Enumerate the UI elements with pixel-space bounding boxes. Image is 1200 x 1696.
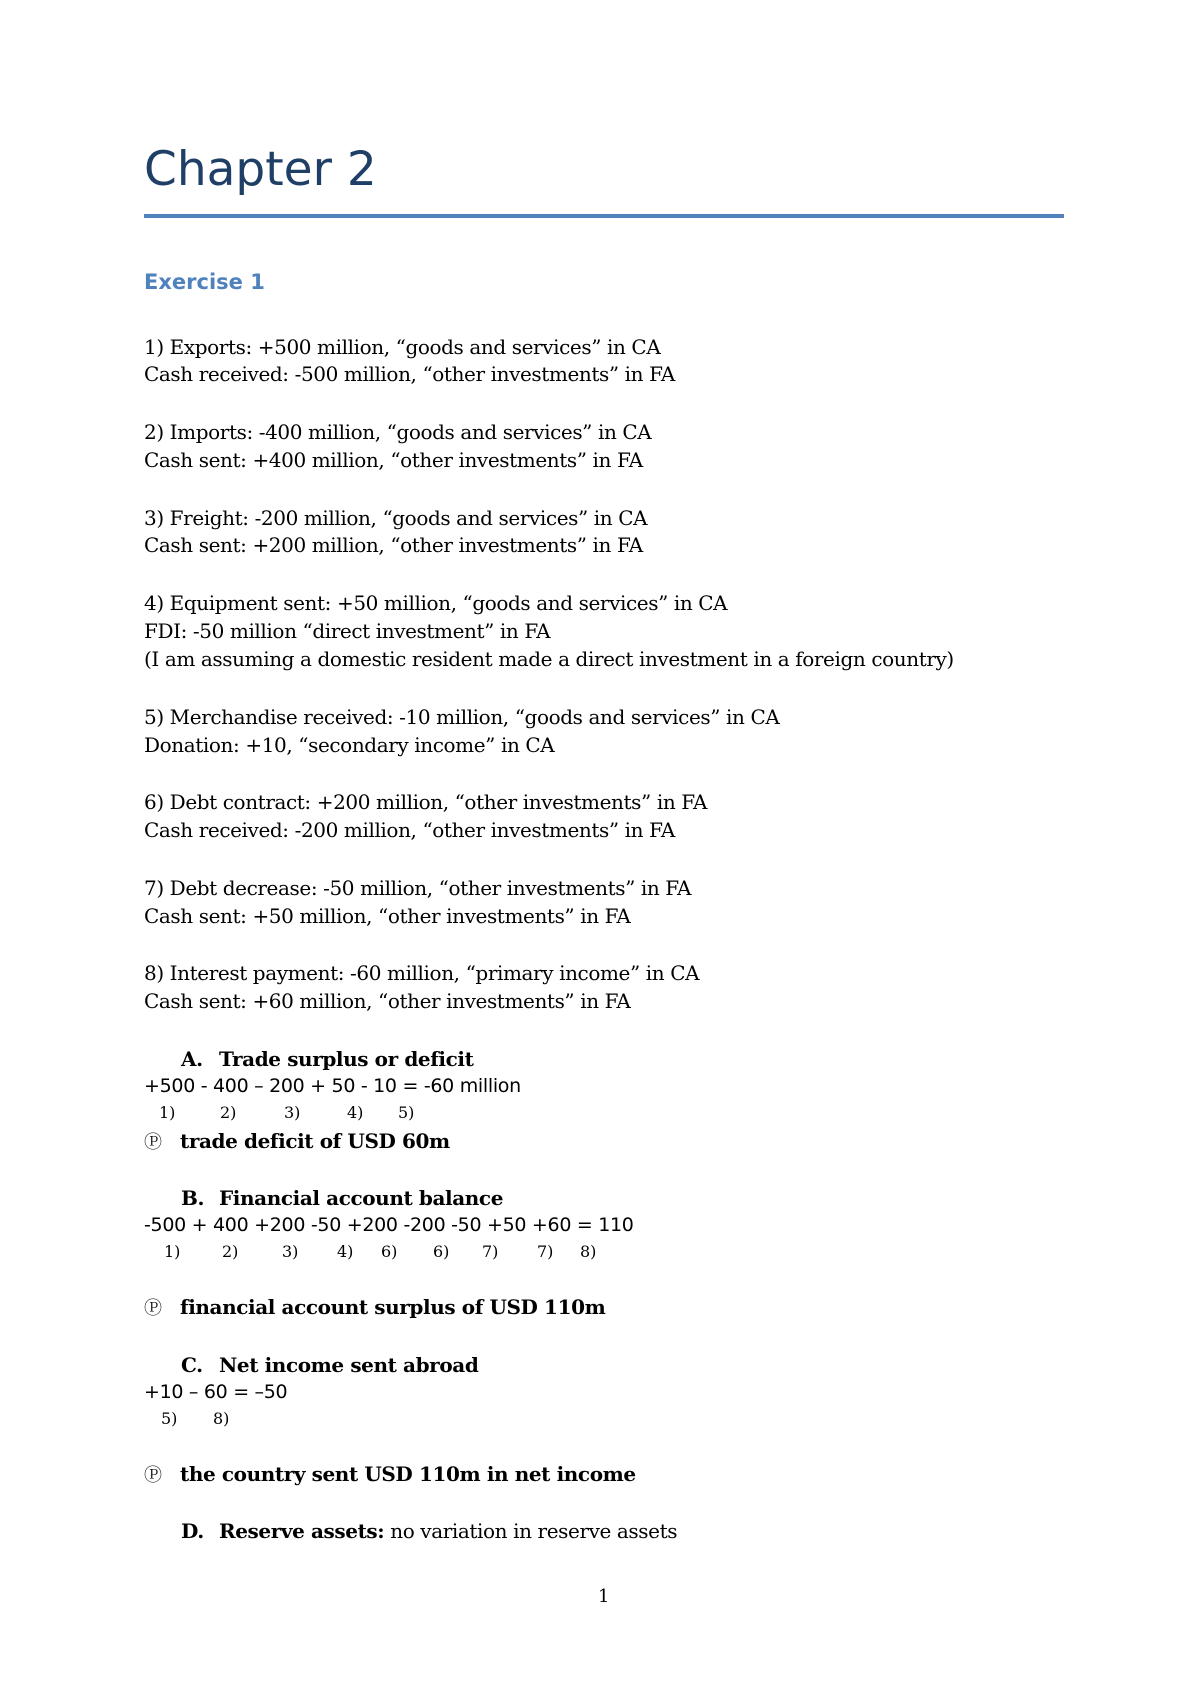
index-label: 2) [220, 1103, 237, 1122]
implies-icon: Ⓟ [144, 1132, 162, 1153]
index-label: 5) [161, 1409, 178, 1428]
section-d-text: no variation in reserve assets [384, 1519, 678, 1543]
implies-icon: Ⓟ [144, 1298, 162, 1319]
index-label: 6) [433, 1242, 450, 1261]
item-line: Cash sent: +200 million, “other investments” in FA [144, 533, 643, 557]
item-line: 6) Debt contract: +200 million, “other investments” in FA [144, 790, 708, 814]
index-label: 8) [213, 1409, 230, 1428]
item-line: Donation: +10, “secondary income” in CA [144, 733, 555, 757]
item-line: 3) Freight: -200 million, “goods and services” in CA [144, 506, 648, 530]
item-line: 8) Interest payment: -60 million, “primary income” in CA [144, 961, 700, 985]
conclusion-text: trade deficit of USD 60m [180, 1129, 450, 1153]
item-line: 1) Exports: +500 million, “goods and services” in CA [144, 335, 661, 359]
section-letter: B. [181, 1186, 205, 1210]
section-a-conclusion [144, 1131, 450, 1152]
conclusion-text: the country sent USD 110m in net income [180, 1462, 636, 1486]
title-rule [144, 214, 1064, 218]
section-c-heading [181, 1355, 478, 1375]
conclusion-text: financial account surplus of USD 110m [180, 1295, 606, 1319]
section-d-heading [181, 1521, 677, 1541]
item-line: FDI: -50 million “direct investment” in FA [144, 619, 551, 643]
item-line: 4) Equipment sent: +50 million, “goods and services” in CA [144, 591, 728, 615]
section-a-heading [181, 1049, 473, 1069]
section-b-indices [144, 1244, 744, 1264]
index-label: 3) [284, 1103, 301, 1122]
section-c-conclusion [144, 1464, 636, 1485]
section-b-conclusion [144, 1297, 605, 1318]
index-label: 8) [580, 1242, 597, 1261]
section-a-indices [144, 1105, 744, 1125]
section-a-calculation: +500 - 400 – 200 + 50 - 10 = -60 million [144, 1075, 521, 1097]
section-b-calculation: -500 + 400 +200 -50 +200 -200 -50 +50 +60 = 110 [144, 1214, 634, 1236]
item-line: Cash sent: +400 million, “other investments” in FA [144, 448, 643, 472]
index-label: 7) [482, 1242, 499, 1261]
section-title: Net income sent abroad [219, 1353, 479, 1377]
index-label: 1) [159, 1103, 176, 1122]
section-title: Trade surplus or deficit [219, 1047, 474, 1071]
section-title: Financial account balance [219, 1186, 504, 1210]
index-label: 4) [347, 1103, 364, 1122]
section-letter: A. [181, 1047, 203, 1071]
chapter-title: Chapter 2 [144, 142, 377, 197]
index-label: 2) [222, 1242, 239, 1261]
section-letter: D. [181, 1519, 204, 1543]
index-label: 1) [164, 1242, 181, 1261]
item-line: Cash sent: +50 million, “other investments” in FA [144, 904, 631, 928]
item-line: 2) Imports: -400 million, “goods and services” in CA [144, 420, 652, 444]
section-title: Reserve assets: [219, 1519, 385, 1543]
section-b-heading [181, 1188, 503, 1208]
index-label: 5) [398, 1103, 415, 1122]
item-line: Cash sent: +60 million, “other investments” in FA [144, 989, 631, 1013]
index-label: 7) [537, 1242, 554, 1261]
item-line: Cash received: -200 million, “other investments” in FA [144, 818, 675, 842]
item-line: Cash received: -500 million, “other investments” in FA [144, 362, 675, 386]
index-label: 4) [337, 1242, 354, 1261]
section-letter: C. [181, 1353, 203, 1377]
item-line: (I am assuming a domestic resident made a direct investment in a foreign country) [144, 647, 954, 671]
section-c-calculation: +10 – 60 = –50 [144, 1381, 288, 1403]
implies-icon: Ⓟ [144, 1465, 162, 1486]
item-line: 5) Merchandise received: -10 million, “goods and services” in CA [144, 705, 780, 729]
exercise-heading: Exercise 1 [144, 270, 265, 294]
section-c-indices [144, 1411, 744, 1431]
index-label: 6) [381, 1242, 398, 1261]
page-number: 1 [598, 1586, 610, 1607]
index-label: 3) [282, 1242, 299, 1261]
item-line: 7) Debt decrease: -50 million, “other investments” in FA [144, 876, 692, 900]
